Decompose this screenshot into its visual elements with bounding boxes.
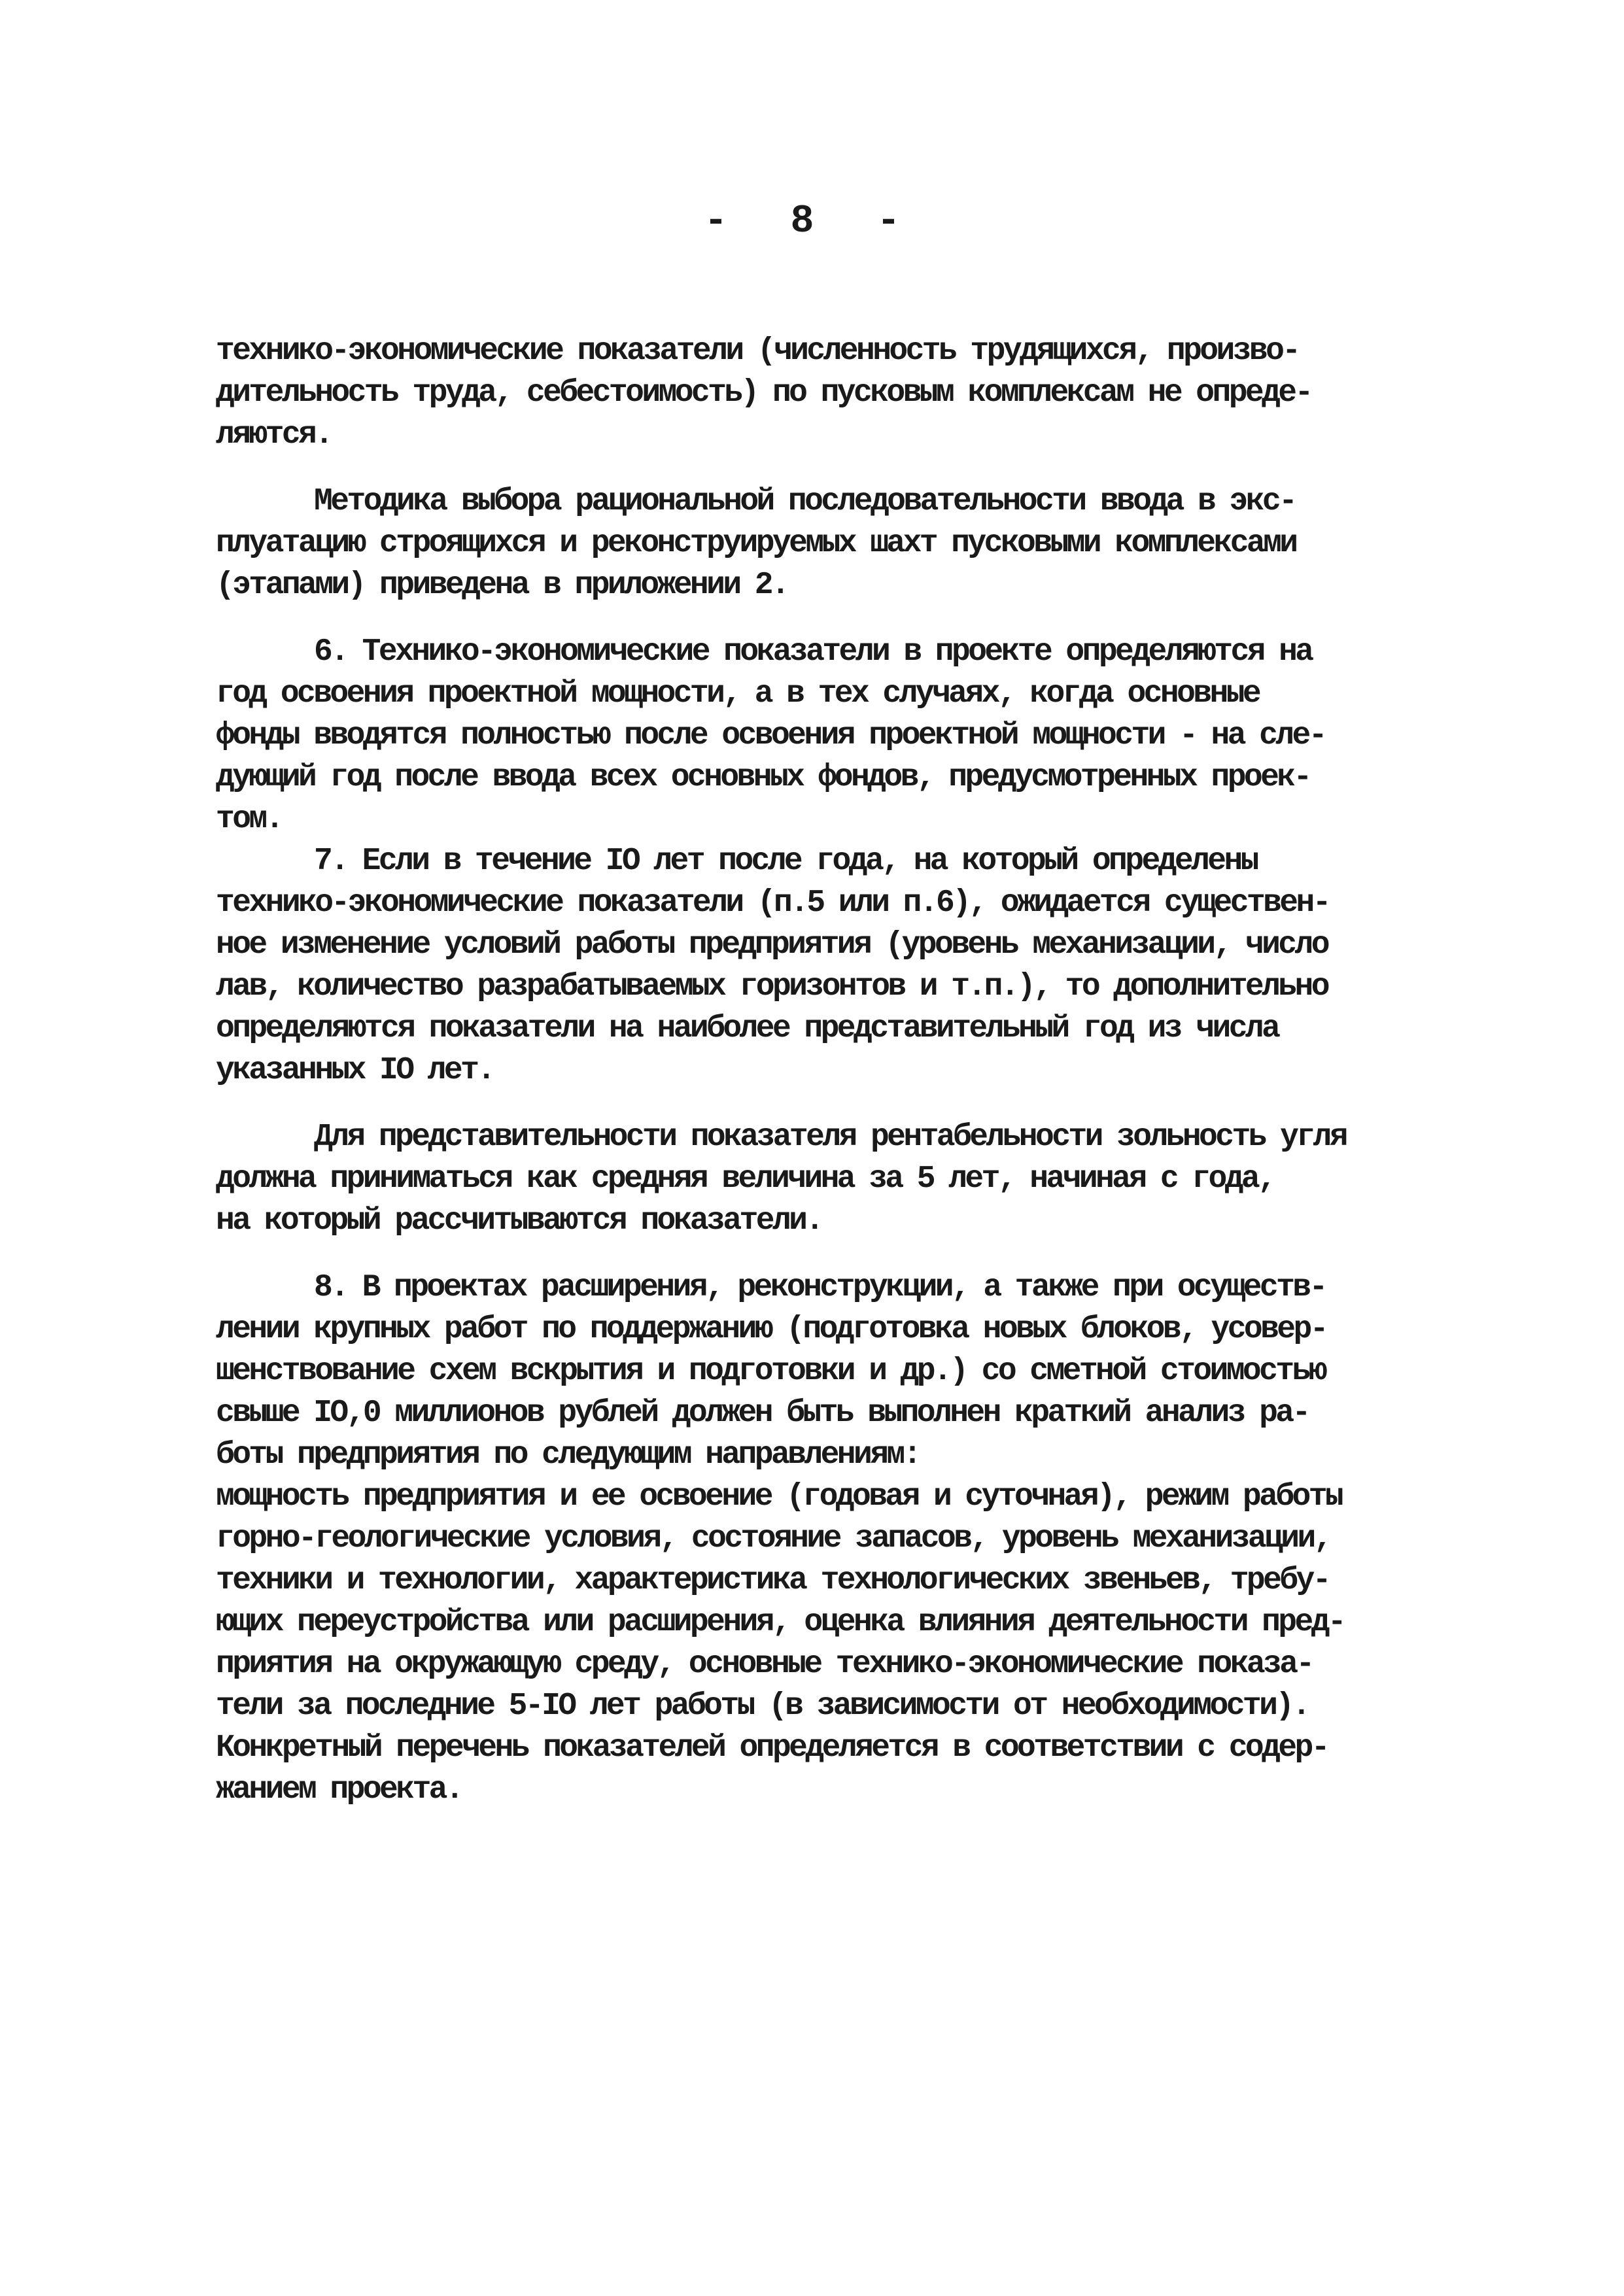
text-line: свыше IO,0 миллионов рублей должен быть выполнен краткий анализ ра- xyxy=(216,1396,1309,1431)
text-line: тели за последние 5-IO лет работы (в зависимости от необходимости). xyxy=(216,1688,1309,1724)
text-line: 8. В проектах расширения, реконструкции, а также при осуществ- xyxy=(314,1270,1326,1305)
document-body xyxy=(216,330,1472,1836)
text-line: мощность предприятия и ее освоение (годовая и суточная), режим работы xyxy=(216,1479,1342,1515)
text-line: технико-экономические показатели (п.5 или п.6), ожидается существен- xyxy=(216,885,1329,921)
text-line: 6. Технико-экономические показатели в проекте определяются на xyxy=(314,634,1312,670)
text-line: том. xyxy=(216,802,282,837)
paragraph-continuation xyxy=(216,330,1472,456)
text-line: Конкретный перечень показателей определяется в соответствии с содер- xyxy=(216,1730,1328,1766)
text-line: боты предприятия по следующим направлениям: xyxy=(216,1437,920,1473)
text-line: указанных IO лет. xyxy=(216,1053,494,1088)
text-line: на который рассчитываются показатели. xyxy=(216,1203,822,1239)
text-line: (этапами) приведена в приложении 2. xyxy=(216,568,788,603)
text-line: ющих переустройства или расширения, оценка влияния деятельности пред- xyxy=(216,1605,1345,1640)
text-line: техники и технологии, характеристика технологических звеньев, требу- xyxy=(216,1563,1329,1598)
text-line: лении крупных работ по поддержанию (подготовка новых блоков, усовер- xyxy=(216,1312,1326,1347)
text-line: лав, количество разрабатываемых горизонтов и т.п.), то дополнительно xyxy=(216,969,1328,1004)
text-line: Для представительности показателя рентабельности зольность угля xyxy=(314,1120,1346,1155)
text-line: фонды вводятся полностью после освоения проектной мощности - на сле- xyxy=(216,718,1325,753)
text-line: год освоения проектной мощности, а в тех случаях, когда основные xyxy=(216,676,1260,711)
text-line: шенствование схем вскрытия и подготовки и др.) со сметной стоимостью xyxy=(216,1354,1325,1389)
paragraph-item-8 xyxy=(216,1267,1472,1811)
text-line: дительность труда, себестоимость) по пусковым комплексам не опреде- xyxy=(216,375,1311,411)
text-line: 7. Если в течение IO лет после года, на который определены xyxy=(314,844,1257,879)
paragraph-items-6-7 xyxy=(216,631,1472,1091)
text-line: горно-геологические условия, состояние запасов, уровень механизации, xyxy=(216,1521,1330,1556)
text-line: дующий год после ввода всех основных фондов, предусмотренных проек- xyxy=(216,760,1310,795)
text-line: плуатацию строящихся и реконструируемых шахт пусковыми комплексами xyxy=(216,526,1296,561)
text-line: должна приниматься как средняя величина за 5 лет, начиная с года, xyxy=(216,1161,1275,1197)
text-line: ляются. xyxy=(216,417,332,453)
text-line: технико-экономические показатели (численность трудящихся, произво- xyxy=(216,334,1299,369)
text-line: определяются показатели на наиболее представительный год из числа xyxy=(216,1011,1279,1046)
paragraph-methodology xyxy=(216,481,1472,606)
text-line: приятия на окружающую среду, основные технико-экономические показа- xyxy=(216,1647,1313,1682)
paragraph-ash-content xyxy=(216,1116,1472,1242)
page-number: - 8 - xyxy=(704,199,920,244)
text-line: жанием проекта. xyxy=(216,1772,462,1808)
text-line: ное изменение условий работы предприятия (уровень механизации, число xyxy=(216,927,1328,963)
text-line: Методика выбора рациональной последовательности ввода в экс- xyxy=(314,484,1296,519)
